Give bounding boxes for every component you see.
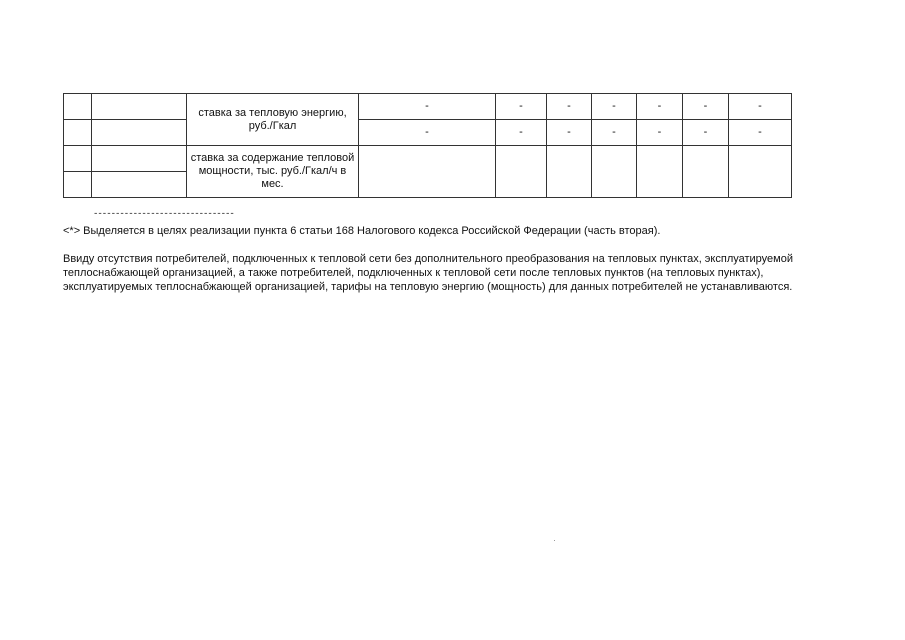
value-cell: - — [547, 94, 592, 120]
table-row — [64, 146, 792, 172]
footnote-separator: -------------------------------- — [93, 209, 234, 219]
row-label-energy-rate: ставка за тепловую энергию, руб./Гкал — [187, 94, 359, 146]
value-cell: - — [683, 120, 729, 146]
value-cell — [637, 146, 683, 198]
value-cell: - — [496, 94, 547, 120]
table-cell — [92, 146, 187, 172]
value-cell: - — [683, 94, 729, 120]
tariff-table — [63, 93, 792, 198]
value-cell: - — [729, 94, 792, 120]
value-cell — [359, 146, 496, 198]
table-cell — [64, 94, 92, 120]
value-cell: - — [547, 120, 592, 146]
footnote-text: <*> Выделяется в целях реализации пункта 6 статьи 168 Налогового кодекса Российской Федерации (часть вторая). — [63, 225, 661, 237]
body-paragraph: Ввиду отсутствия потребителей, подключенных к тепловой сети без дополнительного преобразования на тепловых пунктах, эксплуатируемой теплоснабжающей организацией, а также потребителей, подключенных к тепловой сети после тепловых пунктов (на тепловых пунктах), эксплуатируемых теплоснабжающей организацией, тарифы на тепловую энергию (мощность) для данных потребителей не устанавливаются. — [63, 253, 793, 293]
scan-speck — [554, 540, 555, 541]
table-cell — [92, 94, 187, 120]
table-cell — [92, 172, 187, 198]
value-cell: - — [729, 120, 792, 146]
row-label-capacity-rate: ставка за содержание тепловой мощности, тыс. руб./Гкал/ч в мес. — [187, 146, 359, 198]
value-cell: - — [592, 94, 637, 120]
value-cell — [729, 146, 792, 198]
table-cell — [92, 120, 187, 146]
value-cell: - — [637, 120, 683, 146]
table-cell — [64, 146, 92, 172]
table-cell — [64, 172, 92, 198]
value-cell — [547, 146, 592, 198]
value-cell: - — [359, 94, 496, 120]
value-cell: - — [359, 120, 496, 146]
table-row — [64, 120, 792, 146]
value-cell — [496, 146, 547, 198]
value-cell: - — [592, 120, 637, 146]
table-cell — [64, 120, 92, 146]
table-row — [64, 94, 792, 120]
value-cell: - — [637, 94, 683, 120]
value-cell: - — [496, 120, 547, 146]
value-cell — [683, 146, 729, 198]
value-cell — [592, 146, 637, 198]
